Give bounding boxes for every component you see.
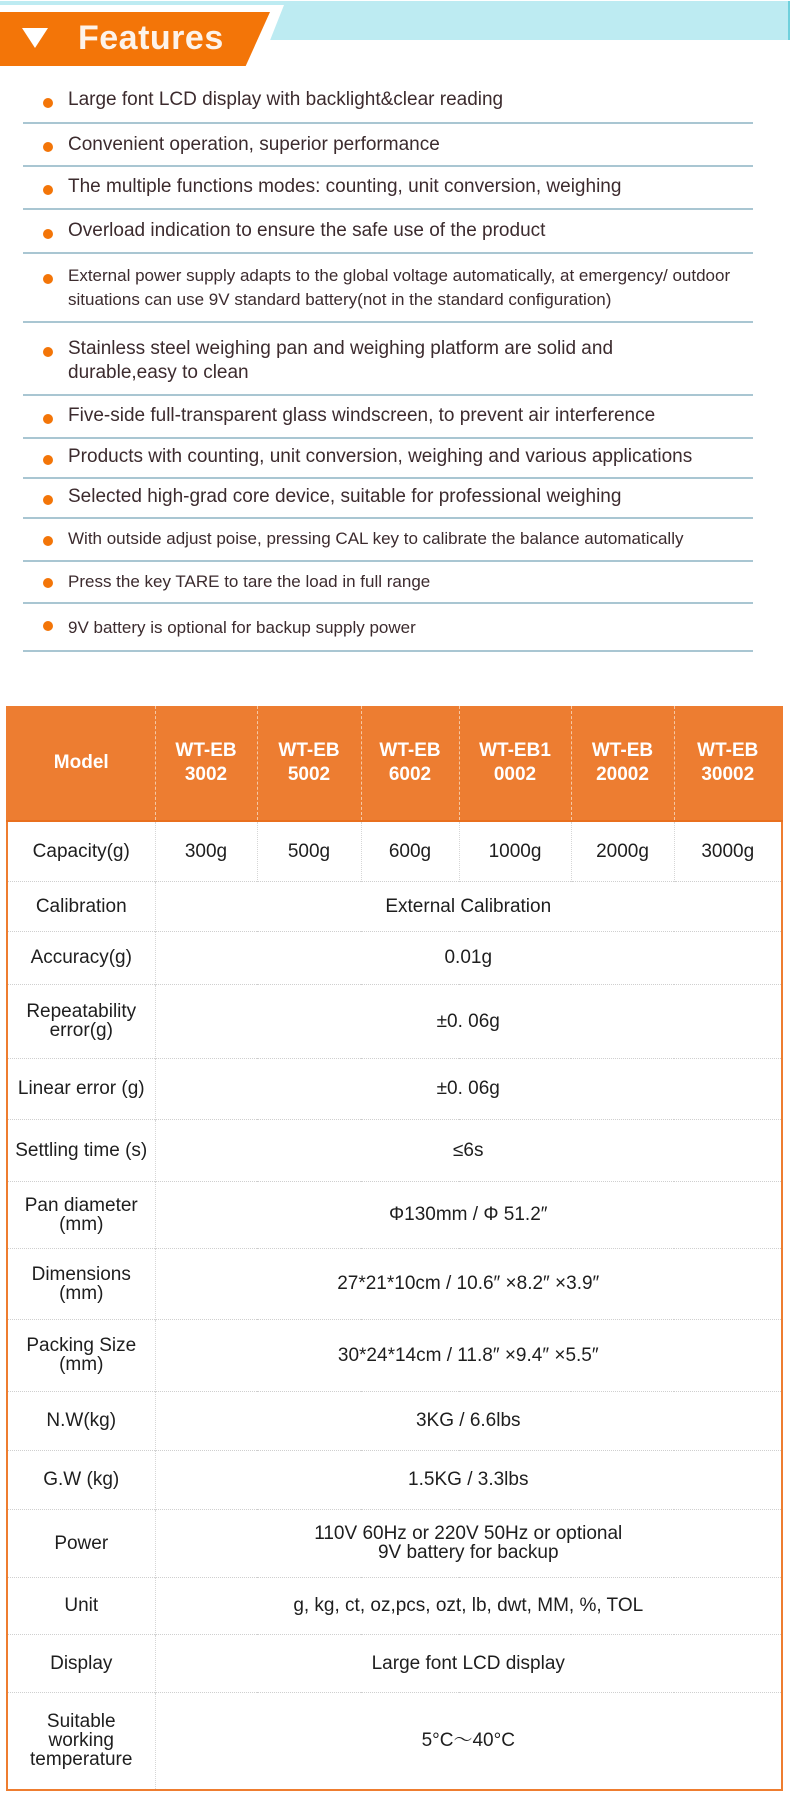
table-row (7, 1181, 782, 1248)
bullet-icon (43, 229, 53, 239)
feature-item (23, 80, 753, 124)
section-title: Features (78, 19, 224, 57)
feature-item (23, 167, 753, 210)
feature-text: Large font LCD display with backlight&clear reading (68, 89, 504, 110)
features-list (23, 80, 753, 652)
bullet-icon (43, 414, 53, 424)
header-wt-eb20002: WT-EB 20002 (571, 706, 674, 821)
table-row (7, 1119, 782, 1181)
cell-value: 110V 60Hz or 220V 50Hz or optional 9V battery for backup (155, 1509, 782, 1577)
features-banner (0, 0, 790, 70)
feature-item (23, 562, 753, 604)
table-row (7, 1391, 782, 1450)
feature-text: Press the key TARE to tare the load in full range (68, 572, 431, 591)
feature-text: Five-side full-transparent glass windscreen, to prevent air interference (68, 405, 656, 426)
row-label: Repeatability error(g) (7, 984, 155, 1058)
feature-item (23, 604, 753, 652)
header-wt-eb6002: WT-EB 6002 (361, 706, 459, 821)
bullet-icon (43, 455, 53, 465)
row-label: Packing Size (mm) (7, 1319, 155, 1391)
cell-value: External Calibration (155, 881, 782, 931)
feature-text: Overload indication to ensure the safe use of the product (68, 220, 546, 241)
table-row (7, 1319, 782, 1391)
bullet-icon (43, 621, 53, 631)
table-row (7, 1058, 782, 1119)
row-label: Dimensions (mm) (7, 1248, 155, 1319)
cell-value: Φ130mm / Φ 51.2″ (155, 1181, 782, 1248)
cell-value: 600g (361, 821, 459, 881)
feature-text: Selected high-grad core device, suitable for professional weighing (68, 486, 622, 507)
feature-item (23, 210, 753, 254)
table-row (7, 1692, 782, 1790)
cell-value: g, kg, ct, oz,pcs, ozt, lb, dwt, MM, %, TOL (155, 1577, 782, 1634)
feature-item (23, 124, 753, 167)
feature-text: With outside adjust poise, pressing CAL key to calibrate the balance automatically (68, 529, 684, 548)
cell-value: 500g (257, 821, 361, 881)
bullet-icon (43, 185, 53, 195)
row-label: Power (7, 1509, 155, 1577)
header-wt-eb3002: WT-EB 3002 (155, 706, 257, 821)
cell-value: 27*21*10cm / 10.6″ ×8.2″ ×3.9″ (155, 1248, 782, 1319)
feature-item (23, 396, 753, 439)
row-label: Display (7, 1634, 155, 1692)
feature-item (23, 323, 753, 396)
feature-item (23, 254, 753, 323)
feature-item (23, 439, 753, 479)
table-header-row (7, 706, 782, 821)
cell-value: Large font LCD display (155, 1634, 782, 1692)
bullet-icon (43, 274, 53, 284)
feature-text: External power supply adapts to the global voltage automatically, at emergency/ outdoor situations can use 9V standard battery(not in the standard configuration) (68, 266, 731, 309)
cell-value: 1000g (459, 821, 571, 881)
bullet-icon (43, 536, 53, 546)
bullet-icon (43, 347, 53, 357)
bullet-icon (43, 142, 53, 152)
row-label: N.W(kg) (7, 1391, 155, 1450)
feature-item (23, 519, 753, 562)
feature-text: 9V battery is optional for backup supply power (68, 618, 416, 637)
cell-value: 30*24*14cm / 11.8″ ×9.4″ ×5.5″ (155, 1319, 782, 1391)
cell-value: 2000g (571, 821, 674, 881)
header-wt-eb30002: WT-EB 30002 (674, 706, 782, 821)
table-row (7, 1248, 782, 1319)
cell-value: 3000g (674, 821, 782, 881)
bullet-icon (43, 578, 53, 588)
feature-item (23, 479, 753, 519)
spec-table (6, 706, 783, 1791)
header-wt-eb10002: WT-EB1 0002 (459, 706, 571, 821)
table-row (7, 1450, 782, 1509)
table-row (7, 984, 782, 1058)
table-row (7, 1577, 782, 1634)
row-label: Suitable working temperature (7, 1692, 155, 1790)
cell-value: ±0. 06g (155, 1058, 782, 1119)
row-label: Settling time (s) (7, 1119, 155, 1181)
feature-text: Convenient operation, superior performance (68, 134, 440, 155)
feature-text: Products with counting, unit conversion, weighing and various applications (68, 446, 693, 467)
bullet-icon (43, 495, 53, 505)
cell-value: ±0. 06g (155, 984, 782, 1058)
header-wt-eb5002: WT-EB 5002 (257, 706, 361, 821)
cell-value: 300g (155, 821, 257, 881)
bullet-icon (43, 98, 53, 108)
table-row-capacity (7, 821, 782, 881)
table-row (7, 881, 782, 931)
table-row (7, 1634, 782, 1692)
cell-value: 5°C～40°C (155, 1692, 782, 1790)
row-label: Accuracy(g) (7, 931, 155, 984)
cell-value: 0.01g (155, 931, 782, 984)
row-label: Unit (7, 1577, 155, 1634)
feature-text: Stainless steel weighing pan and weighing platform are solid and durable,easy to clean (68, 338, 614, 383)
table-row (7, 1509, 782, 1577)
cell-value: 1.5KG / 3.3lbs (155, 1450, 782, 1509)
row-label: G.W (kg) (7, 1450, 155, 1509)
row-label: Pan diameter (mm) (7, 1181, 155, 1248)
row-label: Calibration (7, 881, 155, 931)
row-label: Linear error (g) (7, 1058, 155, 1119)
feature-text: The multiple functions modes: counting, unit conversion, weighing (68, 176, 622, 197)
table-row (7, 931, 782, 984)
triangle-down-icon (22, 28, 48, 48)
cell-value: ≤6s (155, 1119, 782, 1181)
row-label: Capacity(g) (32, 840, 130, 862)
header-model: Model (7, 706, 155, 821)
cell-value: 3KG / 6.6lbs (155, 1391, 782, 1450)
